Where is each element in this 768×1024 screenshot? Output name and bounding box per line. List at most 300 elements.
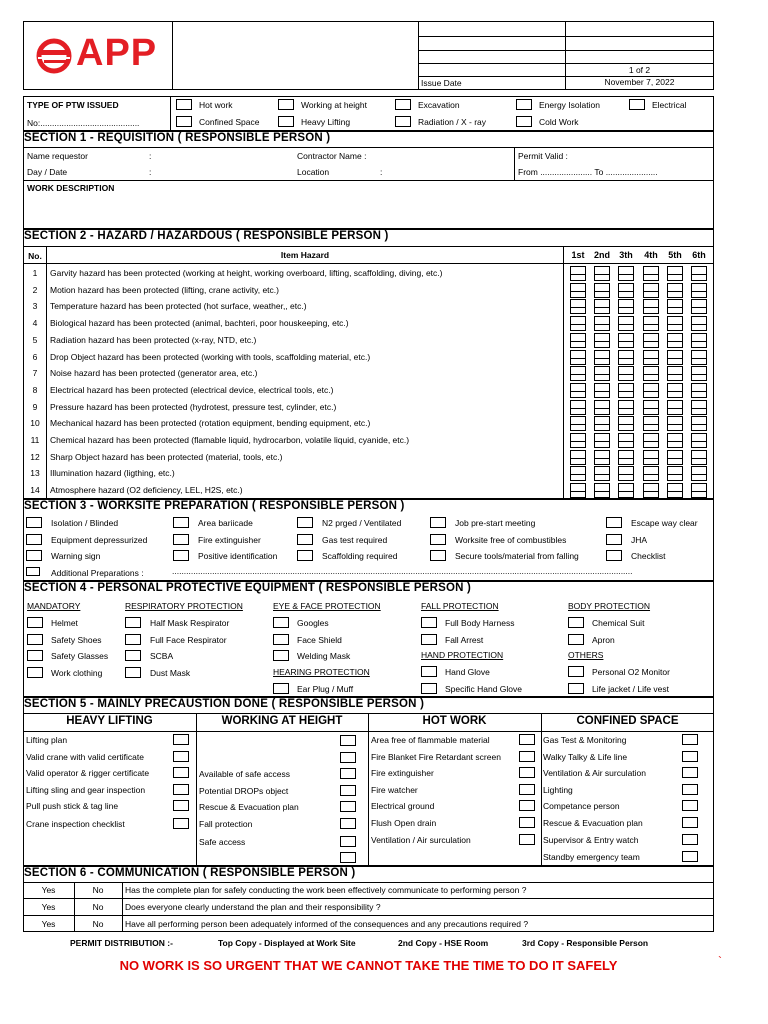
colon: : xyxy=(149,151,152,161)
hazard-day-checkbox-lower[interactable] xyxy=(667,341,683,348)
precaution-checkbox[interactable] xyxy=(340,752,356,763)
day-header-5th: 5th xyxy=(668,250,682,260)
hazard-day-checkbox-lower[interactable] xyxy=(594,391,610,398)
precaution-item: Supervisor & Entry watch xyxy=(543,835,639,845)
hazard-day-checkbox-lower[interactable] xyxy=(618,291,634,298)
precaution-checkbox[interactable] xyxy=(340,852,356,863)
hazard-day-checkbox-lower[interactable] xyxy=(667,291,683,298)
worksite-item: Positive identification xyxy=(198,551,278,561)
precaution-item: Rescue & Evacuation plan xyxy=(543,818,643,828)
hazard-day-checkbox-lower[interactable] xyxy=(691,374,707,381)
precaution-checkbox[interactable] xyxy=(519,784,535,795)
hazard-day-checkbox-lower[interactable] xyxy=(618,474,634,481)
yes-option[interactable]: Yes xyxy=(41,919,56,929)
day-header-2nd: 2nd xyxy=(593,250,610,260)
worksite-item: Scaffolding required xyxy=(322,551,398,561)
precaution-checkbox[interactable] xyxy=(340,785,356,796)
hazard-day-checkbox-lower[interactable] xyxy=(643,324,659,331)
hazard-day-checkbox-lower[interactable] xyxy=(691,441,707,448)
hazard-day-checkbox-lower[interactable] xyxy=(691,341,707,348)
hazard-day-checkbox-lower[interactable] xyxy=(618,491,634,498)
precaution-checkbox[interactable] xyxy=(682,851,698,862)
ppe-item: Safety Glasses xyxy=(51,651,109,661)
precaution-checkbox[interactable] xyxy=(682,817,698,828)
precaution-item: Rescue & Evacuation plan xyxy=(199,802,299,812)
permit-valid-label: Permit Valid : xyxy=(518,151,568,161)
precaution-item: Standby emergency team xyxy=(543,852,640,862)
hazard-day-checkbox-lower[interactable] xyxy=(643,291,659,298)
worksite-checkbox[interactable] xyxy=(430,517,446,528)
hazard-day-checkbox-lower[interactable] xyxy=(594,458,610,465)
hazard-day-checkbox-lower[interactable] xyxy=(570,408,586,415)
worksite-checkbox[interactable] xyxy=(430,534,446,545)
worksite-item: Secure tools/material from falling xyxy=(455,551,579,561)
hazard-day-checkbox-lower[interactable] xyxy=(594,358,610,365)
hazard-day-checkbox-lower[interactable] xyxy=(643,474,659,481)
day-header-6th: 6th xyxy=(692,250,706,260)
permit-distribution-label: PERMIT DISTRIBUTION :- xyxy=(70,938,173,948)
section-1-title: SECTION 1 - REQUISITION ( RESPONSIBLE PERSON ) xyxy=(24,132,331,144)
top-copy-label: Top Copy - Displayed at Work Site xyxy=(218,938,356,948)
worksite-item: Fire extinguisher xyxy=(198,535,261,545)
hazard-day-checkbox-lower[interactable] xyxy=(691,307,707,314)
precaution-item: Fire Blanket Fire Retardant screen xyxy=(371,751,501,762)
hazard-day-checkbox-lower[interactable] xyxy=(643,441,659,448)
ppe-item: Fall Arrest xyxy=(445,634,484,645)
ptw-type-checkbox[interactable] xyxy=(516,99,532,110)
ppe-item: Specific Hand Glove xyxy=(445,683,523,694)
section-4-title: SECTION 4 - PERSONAL PROTECTIVE EQUIPMENT ( RESPONSIBLE PERSON ) xyxy=(24,582,472,594)
ppe-checkbox[interactable] xyxy=(568,617,584,628)
hazard-day-checkbox-lower[interactable] xyxy=(618,341,634,348)
hazard-day-checkbox-lower[interactable] xyxy=(618,391,634,398)
worksite-checkbox[interactable] xyxy=(606,550,622,561)
precaution-item: Gas Test & Monitoring xyxy=(543,735,627,745)
ppe-item: Dust Mask xyxy=(150,667,191,678)
hazard-day-checkbox-lower[interactable] xyxy=(667,441,683,448)
ptw-type-label: Confined Space xyxy=(199,117,260,127)
safety-slogan: NO WORK IS SO URGENT THAT WE CANNOT TAKE THE TIME TO DO IT SAFELY xyxy=(119,958,618,973)
ppe-checkbox[interactable] xyxy=(421,617,437,628)
ppe-checkbox[interactable] xyxy=(421,634,437,645)
communication-question: Has the complete plan for safely conducting the work been effectively communicate to performing person ? xyxy=(125,885,527,895)
hazard-day-checkbox-lower[interactable] xyxy=(643,424,659,431)
ppe-checkbox[interactable] xyxy=(125,634,141,645)
hazard-day-checkbox-lower[interactable] xyxy=(570,274,586,281)
worksite-item: N2 prged / Ventilated xyxy=(322,518,402,528)
hazard-day-checkbox-lower[interactable] xyxy=(691,391,707,398)
no-option[interactable]: No xyxy=(92,902,104,912)
communication-question: Have all performing person been adequately informed of the consequences and any precautions required ? xyxy=(125,919,529,929)
section-3-title: SECTION 3 - WORKSITE PREPARATION ( RESPONSIBLE PERSON ) xyxy=(24,500,405,512)
precaution-item: Safe access xyxy=(199,837,246,847)
ppe-item: Chemical Suit xyxy=(592,618,645,628)
worksite-checkbox[interactable] xyxy=(26,534,42,545)
ppe-item: Full Body Harness xyxy=(445,618,515,628)
hazard-day-checkbox-lower[interactable] xyxy=(570,324,586,331)
day-header-1st: 1st xyxy=(571,250,585,260)
location-label: Location xyxy=(297,167,330,177)
company-logo xyxy=(36,32,161,76)
hazard-number: 5 xyxy=(32,334,38,345)
ppe-item: Apron xyxy=(592,634,615,645)
hazard-day-checkbox-lower[interactable] xyxy=(618,424,634,431)
precaution-checkbox[interactable] xyxy=(682,834,698,845)
communication-question: Does everyone clearly understand the plan and their responsibility ? xyxy=(125,902,381,912)
ppe-item: Welding Mask xyxy=(297,651,351,661)
ppe-checkbox[interactable] xyxy=(273,634,289,645)
ptw-type-checkbox[interactable] xyxy=(395,116,411,127)
day-header-3th: 3th xyxy=(619,250,633,260)
ppe-checkbox[interactable] xyxy=(27,650,43,661)
hazard-day-checkbox-lower[interactable] xyxy=(691,408,707,415)
precaution-checkbox[interactable] xyxy=(519,800,535,811)
precaution-checkbox[interactable] xyxy=(519,734,535,745)
worksite-item: Escape way clear xyxy=(631,518,698,528)
precaution-item: Fire watcher xyxy=(371,785,418,795)
others-header: OTHERS xyxy=(568,650,604,660)
precaution-checkbox[interactable] xyxy=(519,751,535,762)
ppe-checkbox[interactable] xyxy=(568,634,584,645)
hazard-number: 13 xyxy=(30,468,40,479)
ppe-checkbox[interactable] xyxy=(273,683,289,694)
col-heavy-lifting: HEAVY LIFTING xyxy=(66,715,153,727)
precaution-item: Electrical ground xyxy=(371,801,435,811)
precaution-checkbox[interactable] xyxy=(173,784,189,795)
hazard-day-checkbox-lower[interactable] xyxy=(570,307,586,314)
hazard-day-checkbox-lower[interactable] xyxy=(570,458,586,465)
ptw-type-checkbox[interactable] xyxy=(278,99,294,110)
col-item-header: Item Hazard xyxy=(280,250,330,260)
worksite-item: Area bariicade xyxy=(198,518,253,528)
hazard-day-checkbox-lower[interactable] xyxy=(570,441,586,448)
hazard-day-checkbox-lower[interactable] xyxy=(643,491,659,498)
precaution-checkbox[interactable] xyxy=(340,735,356,746)
precaution-item: Fire extinguisher xyxy=(371,768,434,778)
hazard-number: 1 xyxy=(32,268,38,278)
precaution-item: Pull push stick & tag line xyxy=(26,801,119,811)
hazard-day-checkbox-lower[interactable] xyxy=(667,307,683,314)
yes-option[interactable]: Yes xyxy=(41,885,56,895)
stray-mark: ` xyxy=(718,954,722,968)
worksite-checkbox[interactable] xyxy=(26,550,42,561)
issue-date-value: November 7, 2022 xyxy=(604,77,675,87)
hazard-item: Chemical hazard has been protected (flamable liquid, hydrocarbon, volatile liquid, cyanide, etc.) xyxy=(50,435,410,445)
col-working-at-height: WORKING AT HEIGHT xyxy=(221,715,343,727)
worksite-checkbox[interactable] xyxy=(606,534,622,545)
hazard-day-checkbox-lower[interactable] xyxy=(667,274,683,281)
hazard-item: Pressure hazard has been protected (hydrotest, pressure test, cylinder, etc.) xyxy=(50,401,337,412)
precaution-item: Walky Talky & Life line xyxy=(543,751,628,762)
additional-preparations-dots: ................................................................................................................................................................................................... xyxy=(172,566,633,576)
hazard-day-checkbox-lower[interactable] xyxy=(691,324,707,331)
precaution-checkbox[interactable] xyxy=(682,734,698,745)
second-copy-label: 2nd Copy - HSE Room xyxy=(398,938,489,948)
ptw-type-label: Energy Isolation xyxy=(539,100,600,110)
no-option[interactable]: No xyxy=(92,919,104,929)
hazard-item: Motion hazard has been protected (lifting, crane activity, etc.) xyxy=(50,284,279,295)
hazard-day-checkbox-lower[interactable] xyxy=(594,408,610,415)
hazard-day-checkbox-lower[interactable] xyxy=(594,341,610,348)
hazard-item: Noise hazard has been protected (generator area, etc.) xyxy=(50,368,258,379)
worksite-checkbox[interactable] xyxy=(173,517,189,528)
ppe-checkbox[interactable] xyxy=(273,617,289,628)
issue-date-label: Issue Date xyxy=(421,78,462,88)
ppe-item: Personal O2 Monitor xyxy=(592,667,670,677)
hazard-day-checkbox-lower[interactable] xyxy=(594,324,610,331)
precaution-checkbox[interactable] xyxy=(519,817,535,828)
ppe-checkbox[interactable] xyxy=(421,666,437,677)
hazard-day-checkbox-lower[interactable] xyxy=(667,408,683,415)
precaution-checkbox[interactable] xyxy=(340,836,356,847)
hazard-day-checkbox-lower[interactable] xyxy=(643,374,659,381)
precaution-item: Crane inspection checklist xyxy=(26,819,125,829)
colon: : xyxy=(380,167,383,177)
ppe-item: Life jacket / Life vest xyxy=(592,683,670,694)
hazard-day-checkbox-lower[interactable] xyxy=(691,424,707,431)
hazard-number: 8 xyxy=(32,384,38,395)
ptw-type-label: Working at height xyxy=(301,100,367,110)
ppe-checkbox[interactable] xyxy=(27,667,43,678)
precaution-item: Ventilation & Air surculation xyxy=(543,768,647,778)
col-confined-space: CONFINED SPACE xyxy=(576,715,679,727)
ptw-type-label: Cold Work xyxy=(539,117,579,127)
worksite-item: Equipment depressurized xyxy=(51,535,148,545)
ptw-type-checkbox[interactable] xyxy=(629,99,645,110)
precaution-checkbox[interactable] xyxy=(519,767,535,778)
hazard-day-checkbox-lower[interactable] xyxy=(618,274,634,281)
precaution-checkbox[interactable] xyxy=(682,767,698,778)
worksite-item: Worksite free of combustibles xyxy=(455,535,567,545)
hazard-day-checkbox-lower[interactable] xyxy=(594,307,610,314)
ptw-type-checkbox[interactable] xyxy=(176,99,192,110)
ppe-checkbox[interactable] xyxy=(421,683,437,694)
ppe-checkbox[interactable] xyxy=(27,617,43,628)
worksite-checkbox[interactable] xyxy=(173,534,189,545)
hazard-day-checkbox-lower[interactable] xyxy=(691,291,707,298)
eye-face-header: EYE & FACE PROTECTION xyxy=(273,601,381,611)
hazard-item: Sharp Object hazard has been protected (material, tools, etc.) xyxy=(50,451,283,462)
hazard-day-checkbox-lower[interactable] xyxy=(643,408,659,415)
hazard-day-checkbox-lower[interactable] xyxy=(570,391,586,398)
ptw-type-label: Heavy Lifting xyxy=(301,117,351,127)
ptw-type-label: Radiation / X - ray xyxy=(418,117,487,127)
col-hot-work: HOT WORK xyxy=(422,715,487,727)
precaution-item: Lighting xyxy=(543,785,573,795)
ptw-type-checkbox[interactable] xyxy=(278,116,294,127)
precaution-checkbox[interactable] xyxy=(682,751,698,762)
precaution-item: Valid crane with valid certificate xyxy=(26,751,144,762)
hazard-day-checkbox-lower[interactable] xyxy=(667,374,683,381)
hazard-day-checkbox-lower[interactable] xyxy=(594,274,610,281)
respiratory-header: RESPIRATORY PROTECTION xyxy=(125,601,243,611)
third-copy-label: 3rd Copy - Responsible Person xyxy=(522,938,649,948)
ptw-type-label: TYPE OF PTW ISSUED xyxy=(27,100,119,110)
hazard-day-checkbox-lower[interactable] xyxy=(570,491,586,498)
hazard-number: 14 xyxy=(30,485,40,496)
hazard-day-checkbox-lower[interactable] xyxy=(570,424,586,431)
worksite-item: Warning sign xyxy=(51,551,101,561)
worksite-checkbox[interactable] xyxy=(297,550,313,561)
worksite-checkbox[interactable] xyxy=(606,517,622,528)
worksite-item: Checklist xyxy=(631,551,666,561)
precaution-item: Flush Open drain xyxy=(371,818,437,828)
worksite-item: JHA xyxy=(631,535,648,545)
ppe-item: Safety Shoes xyxy=(51,634,102,645)
checkbox[interactable] xyxy=(26,567,40,576)
contractor-name-label: Contractor Name : xyxy=(297,151,367,161)
hazard-day-checkbox-lower[interactable] xyxy=(643,391,659,398)
hazard-day-checkbox-lower[interactable] xyxy=(618,374,634,381)
ppe-item: Ear Plug / Muff xyxy=(297,684,354,694)
hazard-day-checkbox-lower[interactable] xyxy=(570,341,586,348)
hazard-day-checkbox-lower[interactable] xyxy=(643,358,659,365)
hazard-day-checkbox-lower[interactable] xyxy=(691,458,707,465)
precaution-checkbox[interactable] xyxy=(173,800,189,811)
worksite-checkbox[interactable] xyxy=(297,534,313,545)
hazard-day-checkbox-lower[interactable] xyxy=(667,358,683,365)
day-date-label: Day / Date xyxy=(27,167,68,177)
ppe-item: Googles xyxy=(297,618,329,628)
hazard-day-checkbox-lower[interactable] xyxy=(618,307,634,314)
yes-option[interactable]: Yes xyxy=(41,902,56,912)
no-option[interactable]: No xyxy=(92,885,104,895)
hazard-day-checkbox-lower[interactable] xyxy=(643,307,659,314)
hazard-number: 4 xyxy=(32,318,38,329)
ppe-checkbox[interactable] xyxy=(568,683,584,694)
precaution-checkbox[interactable] xyxy=(173,767,189,778)
permit-from-to: From ...................... To ...................... xyxy=(518,167,658,177)
worksite-item: Isolation / Blinded xyxy=(51,518,119,528)
precaution-checkbox[interactable] xyxy=(682,800,698,811)
ppe-checkbox[interactable] xyxy=(125,650,141,661)
precaution-checkbox[interactable] xyxy=(340,801,356,812)
ppe-item: Full Face Respirator xyxy=(150,634,227,645)
ptw-type-checkbox[interactable] xyxy=(176,116,192,127)
section-2-title: SECTION 2 - HAZARD / HAZARDOUS ( RESPONSIBLE PERSON ) xyxy=(24,230,389,242)
worksite-checkbox[interactable] xyxy=(26,517,42,528)
hazard-day-checkbox-lower[interactable] xyxy=(643,341,659,348)
worksite-checkbox[interactable] xyxy=(430,550,446,561)
worksite-item: Gas test required xyxy=(322,535,388,545)
ppe-item: Face Shield xyxy=(297,634,342,645)
section-6-title: SECTION 6 - COMMUNICATION ( RESPONSIBLE PERSON ) xyxy=(24,867,356,879)
precaution-item: Competance person xyxy=(543,801,620,811)
hazard-number: 11 xyxy=(30,435,40,445)
hazard-number: 6 xyxy=(32,351,38,362)
hazard-item: Biological hazard has been protected (animal, bachteri, poor houskeeping, etc.) xyxy=(50,318,349,329)
ptw-type-checkbox[interactable] xyxy=(395,99,411,110)
ptw-type-checkbox[interactable] xyxy=(516,116,532,127)
hazard-day-checkbox-lower[interactable] xyxy=(667,424,683,431)
worksite-item: Job pre-start meeting xyxy=(455,518,536,528)
additional-preparations-label: Additional Preparations : xyxy=(51,568,144,578)
hazard-day-checkbox-lower[interactable] xyxy=(691,491,707,498)
precaution-item: Lifting sling and gear inspection xyxy=(26,784,146,795)
ppe-checkbox[interactable] xyxy=(125,617,141,628)
precaution-checkbox[interactable] xyxy=(173,751,189,762)
hazard-item: Illumination hazard (ligthing, etc.) xyxy=(50,468,175,479)
worksite-checkbox[interactable] xyxy=(173,550,189,561)
hazard-day-checkbox-lower[interactable] xyxy=(667,474,683,481)
hazard-day-checkbox-lower[interactable] xyxy=(618,358,634,365)
hazard-day-checkbox-lower[interactable] xyxy=(643,274,659,281)
ppe-checkbox[interactable] xyxy=(27,634,43,645)
hazard-day-checkbox-lower[interactable] xyxy=(618,408,634,415)
precaution-checkbox[interactable] xyxy=(519,834,535,845)
logo-text: APP xyxy=(76,32,158,74)
hazard-day-checkbox-lower[interactable] xyxy=(594,491,610,498)
precaution-checkbox[interactable] xyxy=(340,768,356,779)
precaution-checkbox[interactable] xyxy=(173,818,189,829)
precaution-checkbox[interactable] xyxy=(340,818,356,829)
col-no-header: No. xyxy=(28,251,42,261)
ppe-checkbox[interactable] xyxy=(125,667,141,678)
hazard-item: Atmosphere hazard (O2 deficiency, LEL, H2S, etc.) xyxy=(50,485,243,496)
ppe-item: Half Mask Respirator xyxy=(150,618,230,628)
hazard-day-checkbox-lower[interactable] xyxy=(667,324,683,331)
worksite-checkbox[interactable] xyxy=(297,517,313,528)
ppe-checkbox[interactable] xyxy=(568,666,584,677)
hazard-item: Drop Object hazard has been protected (working with tools, scaffolding material, etc.) xyxy=(50,351,371,362)
name-requestor-label: Name requestor xyxy=(27,151,88,161)
hazard-day-checkbox-lower[interactable] xyxy=(667,491,683,498)
ptw-number: No:.......................................... xyxy=(27,118,140,128)
hazard-day-checkbox-lower[interactable] xyxy=(570,358,586,365)
hazard-day-checkbox-lower[interactable] xyxy=(594,374,610,381)
hazard-number: 12 xyxy=(30,451,40,462)
hearing-protection-header: HEARING PROTECTION xyxy=(273,667,370,677)
ppe-checkbox[interactable] xyxy=(273,650,289,661)
precaution-item: Ventilation / Air surculation xyxy=(371,835,471,845)
ptw-type-label: Hot work xyxy=(199,100,233,110)
hazard-day-checkbox-lower[interactable] xyxy=(667,458,683,465)
precaution-checkbox[interactable] xyxy=(682,784,698,795)
hazard-day-checkbox-lower[interactable] xyxy=(594,441,610,448)
hazard-day-checkbox-lower[interactable] xyxy=(570,291,586,298)
hazard-day-checkbox-lower[interactable] xyxy=(618,441,634,448)
hazard-item: Electrical hazard has been protected (electrical device, electrical tools, etc.) xyxy=(50,384,334,395)
precaution-checkbox[interactable] xyxy=(173,734,189,745)
hazard-day-checkbox-lower[interactable] xyxy=(570,374,586,381)
hazard-day-checkbox-lower[interactable] xyxy=(691,474,707,481)
ppe-item: Helmet xyxy=(51,618,78,628)
precaution-item: Fall protection xyxy=(199,819,253,829)
hazard-item: Garvity hazard has been protected (working at height, working overboard, lifting, scaffolding, diving, etc.) xyxy=(50,268,443,278)
hazard-day-checkbox-lower[interactable] xyxy=(594,424,610,431)
hazard-day-checkbox-lower[interactable] xyxy=(618,324,634,331)
day-header-4th: 4th xyxy=(644,250,658,260)
work-description-label: WORK DESCRIPTION xyxy=(27,183,115,193)
hazard-item: Mechanical hazard has been protected (rotation equipment, bending equipment, etc.) xyxy=(50,418,371,429)
hazard-number: 3 xyxy=(32,301,38,312)
hazard-day-checkbox-lower[interactable] xyxy=(594,474,610,481)
hazard-day-checkbox-lower[interactable] xyxy=(643,458,659,465)
ppe-item: SCBA xyxy=(150,651,174,661)
hazard-day-checkbox-lower[interactable] xyxy=(691,274,707,281)
hazard-day-checkbox-lower[interactable] xyxy=(667,391,683,398)
precaution-item: Valid operator & rigger certificate xyxy=(26,768,150,778)
page-number: 1 of 2 xyxy=(628,65,651,75)
hazard-number: 2 xyxy=(32,284,38,295)
hazard-day-checkbox-lower[interactable] xyxy=(618,458,634,465)
hazard-number: 10 xyxy=(30,418,40,429)
precaution-item: Available of safe access xyxy=(199,769,291,779)
hazard-item: Temperature hazard has been protected (hot surface, weather,, etc.) xyxy=(50,301,307,312)
hazard-day-checkbox-lower[interactable] xyxy=(691,358,707,365)
hazard-day-checkbox-lower[interactable] xyxy=(594,291,610,298)
hazard-day-checkbox-lower[interactable] xyxy=(570,474,586,481)
